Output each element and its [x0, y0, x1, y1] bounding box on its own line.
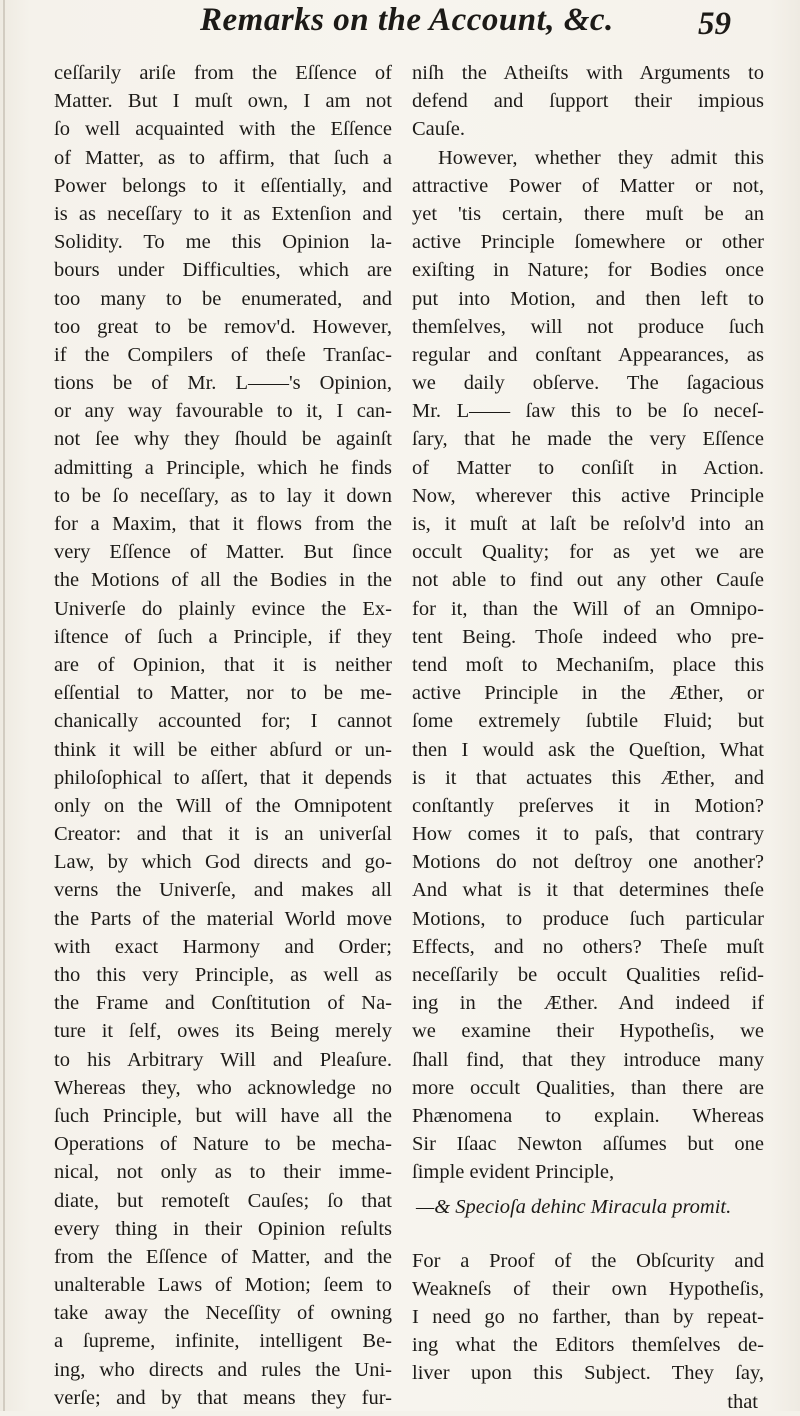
text-line: ing in the Æther. And indeed if [412, 992, 764, 1015]
text-line: Matter. But I muſt own, I am not [54, 90, 392, 113]
text-line: occult Quality; for as yet we are [412, 541, 764, 564]
text-line: Power belongs to it eſſentially, and [54, 174, 392, 197]
text-line: Motions do not deſtroy one another? [412, 851, 764, 874]
text-line: active Principle ſomewhere or other [412, 231, 764, 254]
text-line: or any way favourable to it, I can- [54, 400, 392, 423]
text-line: Creator: and that it is an univerſal [54, 823, 392, 846]
text-line: unalterable Laws of Motion; ſeem to [54, 1274, 392, 1297]
text-line: themſelves, will not produce ſuch [412, 315, 764, 338]
text-line: verſe; and by that means they fur- [54, 1386, 392, 1409]
text-line: verns the Univerſe, and makes all [54, 879, 392, 902]
text-line: ſimple evident Principle, [412, 1161, 615, 1184]
text-line: take away the Neceſſity of owning [54, 1302, 392, 1325]
text-line: of Matter, as to affirm, that ſuch a [54, 146, 392, 169]
text-line: too great to be remov'd. However, [54, 315, 392, 338]
text-line: Solidity. To me this Opinion la- [54, 231, 392, 254]
text-line: liver upon this Subject. They ſay, [412, 1362, 764, 1385]
text-line: yet 'tis certain, there muſt be an [412, 202, 764, 225]
text-line: is, it muſt at laſt be reſolv'd into an [412, 513, 764, 535]
text-line: to his Arbitrary Will and Pleaſure. [54, 1048, 392, 1071]
page-number: 59 [698, 6, 731, 42]
text-line: regular and conſtant Appearances, as [412, 343, 764, 366]
text-line: ſome extremely ſubtile Fluid; but [412, 710, 764, 733]
text-line: for a Maxim, that it flows from the [54, 513, 392, 535]
binding-gutter [3, 0, 5, 1411]
text-line: the Motions of all the Bodies in the [54, 569, 392, 592]
right-column [412, 59, 764, 1416]
text-line: very Eſſence of Matter. But ſince [54, 541, 392, 564]
text-line: tho this very Principle, as well as [54, 964, 392, 986]
text-line: of Matter to conſiſt in Action. [412, 456, 764, 479]
text-line: How comes it to paſs, that contrary [412, 823, 764, 846]
text-line: tend moſt to Mechaniſm, place this [412, 653, 764, 676]
text-line: Phænomena to explain. Whereas [412, 1104, 764, 1127]
text-line: we daily obſerve. The ſagacious [412, 372, 764, 395]
text-line: chanically accounted for; I cannot [54, 710, 392, 733]
text-line: defend and ſupport their impious [412, 90, 764, 113]
text-line: put into Motion, and then left to [412, 287, 764, 310]
text-line: not ſee why they ſhould be againſt [54, 428, 392, 451]
text-line: philoſophical to aſſert, that it depends [54, 766, 392, 789]
text-line: Sir Iſaac Newton aſſumes but one [412, 1133, 764, 1156]
text-line: Mr. L—— ſaw this to be ſo neceſ- [412, 400, 764, 423]
text-line: Law, by which God directs and go- [54, 851, 392, 874]
text-line: neceſſarily be occult Qualities reſid- [412, 964, 764, 986]
text-line: ing what the Editors themſelves de- [412, 1334, 764, 1357]
text-line: think it will be either abſurd or un- [54, 738, 392, 761]
text-line: is it that actuates this Æther, and [412, 766, 764, 789]
text-line: admitting a Principle, which he finds [54, 456, 392, 479]
text-line: Now, wherever this active Principle [412, 484, 764, 507]
text-line: However, whether they admit this [438, 146, 764, 169]
text-line: diate, but remoteſt Cauſes; ſo that [54, 1189, 392, 1212]
text-line: ſo well acquainted with the Eſſence [54, 118, 392, 141]
text-line: eſſential to Matter, nor to be me- [54, 682, 392, 705]
text-line: every thing in their Opinion reſults [54, 1217, 392, 1240]
text-line: ſary, that he made the very Eſſence [412, 428, 764, 451]
text-line: conſtantly preſerves it in Motion? [412, 794, 764, 817]
text-line: only on the Will of the Omnipotent [54, 794, 392, 817]
text-line: attractive Power of Matter or not, [412, 174, 764, 197]
text-line: we examine their Hypotheſis, we [412, 1020, 764, 1043]
text-line: the Parts of the material World move [54, 907, 392, 930]
text-line: I need go no farther, than by repeat- [412, 1306, 764, 1329]
text-line: is as neceſſary to it as Extenſion and [54, 202, 392, 225]
text-line: ſuch Principle, but will have all the [54, 1104, 392, 1127]
text-line: tent Being. Thoſe indeed who pre- [412, 625, 764, 648]
text-line: nical, not only as to their imme- [54, 1161, 392, 1184]
text-line: Univerſe do plainly evince the Ex- [54, 597, 392, 620]
text-line: to be ſo neceſſary, as to lay it down [54, 484, 392, 507]
text-line: tions be of Mr. L——'s Opinion, [54, 372, 392, 395]
left-column [54, 59, 392, 1412]
text-line: a ſupreme, infinite, intelligent Be- [54, 1330, 392, 1353]
text-line: Motions, to produce ſuch particular [412, 907, 764, 930]
text-line: are of Opinion, that it is neither [54, 653, 392, 676]
text-line: then I would ask the Queſtion, What [412, 738, 764, 761]
text-line: And what is it that determines theſe [412, 879, 764, 902]
text-line: with exact Harmony and Order; [54, 935, 392, 958]
text-line: more occult Qualities, than there are [412, 1076, 764, 1099]
text-line: exiſting in Nature; for Bodies once [412, 259, 764, 282]
latin-quotation: —& Specioſa dehinc Miracula promit. [416, 1195, 732, 1218]
text-line: ceſſarily ariſe from the Eſſence of [54, 62, 392, 84]
text-line: from the Eſſence of Matter, and the [54, 1245, 392, 1268]
text-line: the Frame and Conſtitution of Na- [54, 992, 392, 1015]
text-line: Cauſe. [412, 118, 465, 141]
text-line: too many to be enumerated, and [54, 287, 392, 310]
running-header: Remarks on the Account, &c. [200, 2, 614, 38]
text-line: ing, who directs and rules the Uni- [54, 1358, 392, 1381]
text-line: bours under Difficulties, which are [54, 259, 392, 282]
text-line: For a Proof of the Obſcurity and [412, 1249, 764, 1272]
text-line: ture it ſelf, owes its Being merely [54, 1020, 392, 1043]
text-line: not able to find out any other Cauſe [412, 569, 764, 592]
spacer [412, 1221, 764, 1247]
text-line: Operations of Nature to be mecha- [54, 1133, 392, 1156]
text-line: Whereas they, who acknowledge no [54, 1076, 392, 1099]
text-line: niſh the Atheiſts with Arguments to [412, 62, 764, 84]
text-line: iſtence of ſuch a Principle, if they [54, 625, 392, 648]
text-line: active Principle in the Æther, or [412, 682, 764, 705]
text-line: Weakneſs of their own Hypotheſis, [412, 1277, 764, 1300]
text-line: ſhall find, that they introduce many [412, 1048, 764, 1071]
catchword: that [727, 1390, 758, 1413]
text-line: Effects, and no others? Theſe muſt [412, 935, 764, 958]
text-line: for it, than the Will of an Omnipo- [412, 597, 764, 620]
text-line: if the Compilers of theſe Tranſac- [54, 343, 392, 366]
